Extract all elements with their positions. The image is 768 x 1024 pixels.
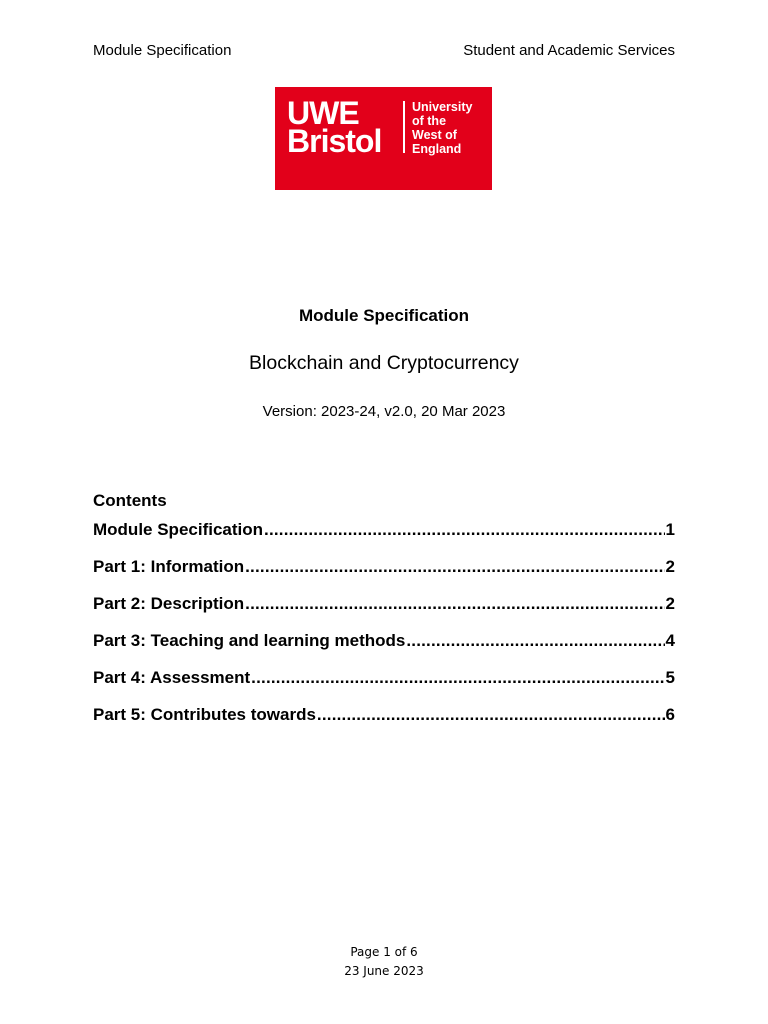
table-of-contents [93,520,675,742]
toc-entry-part-3[interactable] [93,631,675,668]
toc-leader-dots [317,705,665,725]
footer-date: 23 June 2023 [344,964,424,978]
logo-name-line-3: West of [412,128,457,142]
running-header-right: Student and Academic Services [463,42,675,59]
toc-entry-page: 2 [665,557,675,576]
toc-entry-title: Part 3: Teaching and learning methods [93,631,406,650]
toc-entry-title: Part 2: Description [93,594,245,613]
logo-wordmark-line-2: Bristol [287,123,382,159]
toc-entry-title: Part 1: Information [93,557,245,576]
logo-wordmark-line-1: UWE [287,95,359,131]
logo-wordmark [287,95,382,159]
footer-page-number: Page 1 of 6 [350,945,418,959]
document-label: Module Specification [298,306,470,325]
logo-name-line-1: University [412,100,473,114]
logo-university-name [412,100,472,156]
toc-entry-title: Part 4: Assessment [93,668,251,687]
toc-entry-title: Module Specification [93,520,264,539]
toc-entry-module-specification[interactable] [93,520,675,557]
toc-entry-part-5[interactable] [93,705,675,742]
toc-leader-dots [406,631,664,651]
toc-entry-page: 2 [665,594,675,613]
toc-entry-part-1[interactable] [93,557,675,594]
toc-leader-dots [245,594,664,614]
toc-entry-page: 5 [665,668,675,687]
toc-entry-page: 6 [665,705,675,724]
toc-entry-page: 4 [665,631,675,650]
toc-entry-part-2[interactable] [93,594,675,631]
toc-leader-dots [264,520,665,540]
logo-name-line-4: England [412,142,462,156]
logo-divider [403,101,405,153]
toc-entry-page: 1 [665,520,675,539]
uwe-bristol-logo [275,87,492,190]
toc-entry-part-4[interactable] [93,668,675,705]
document-title: Blockchain and Cryptocurrency [249,352,519,374]
toc-entry-title: Part 5: Contributes towards [93,705,316,724]
running-header-left: Module Specification [93,42,232,59]
toc-leader-dots [251,668,664,688]
contents-heading: Contents [93,491,167,510]
logo-name-line-2: of the [412,114,447,128]
toc-leader-dots [245,557,664,577]
document-version: Version: 2023-24, v2.0, 20 Mar 2023 [262,403,506,420]
